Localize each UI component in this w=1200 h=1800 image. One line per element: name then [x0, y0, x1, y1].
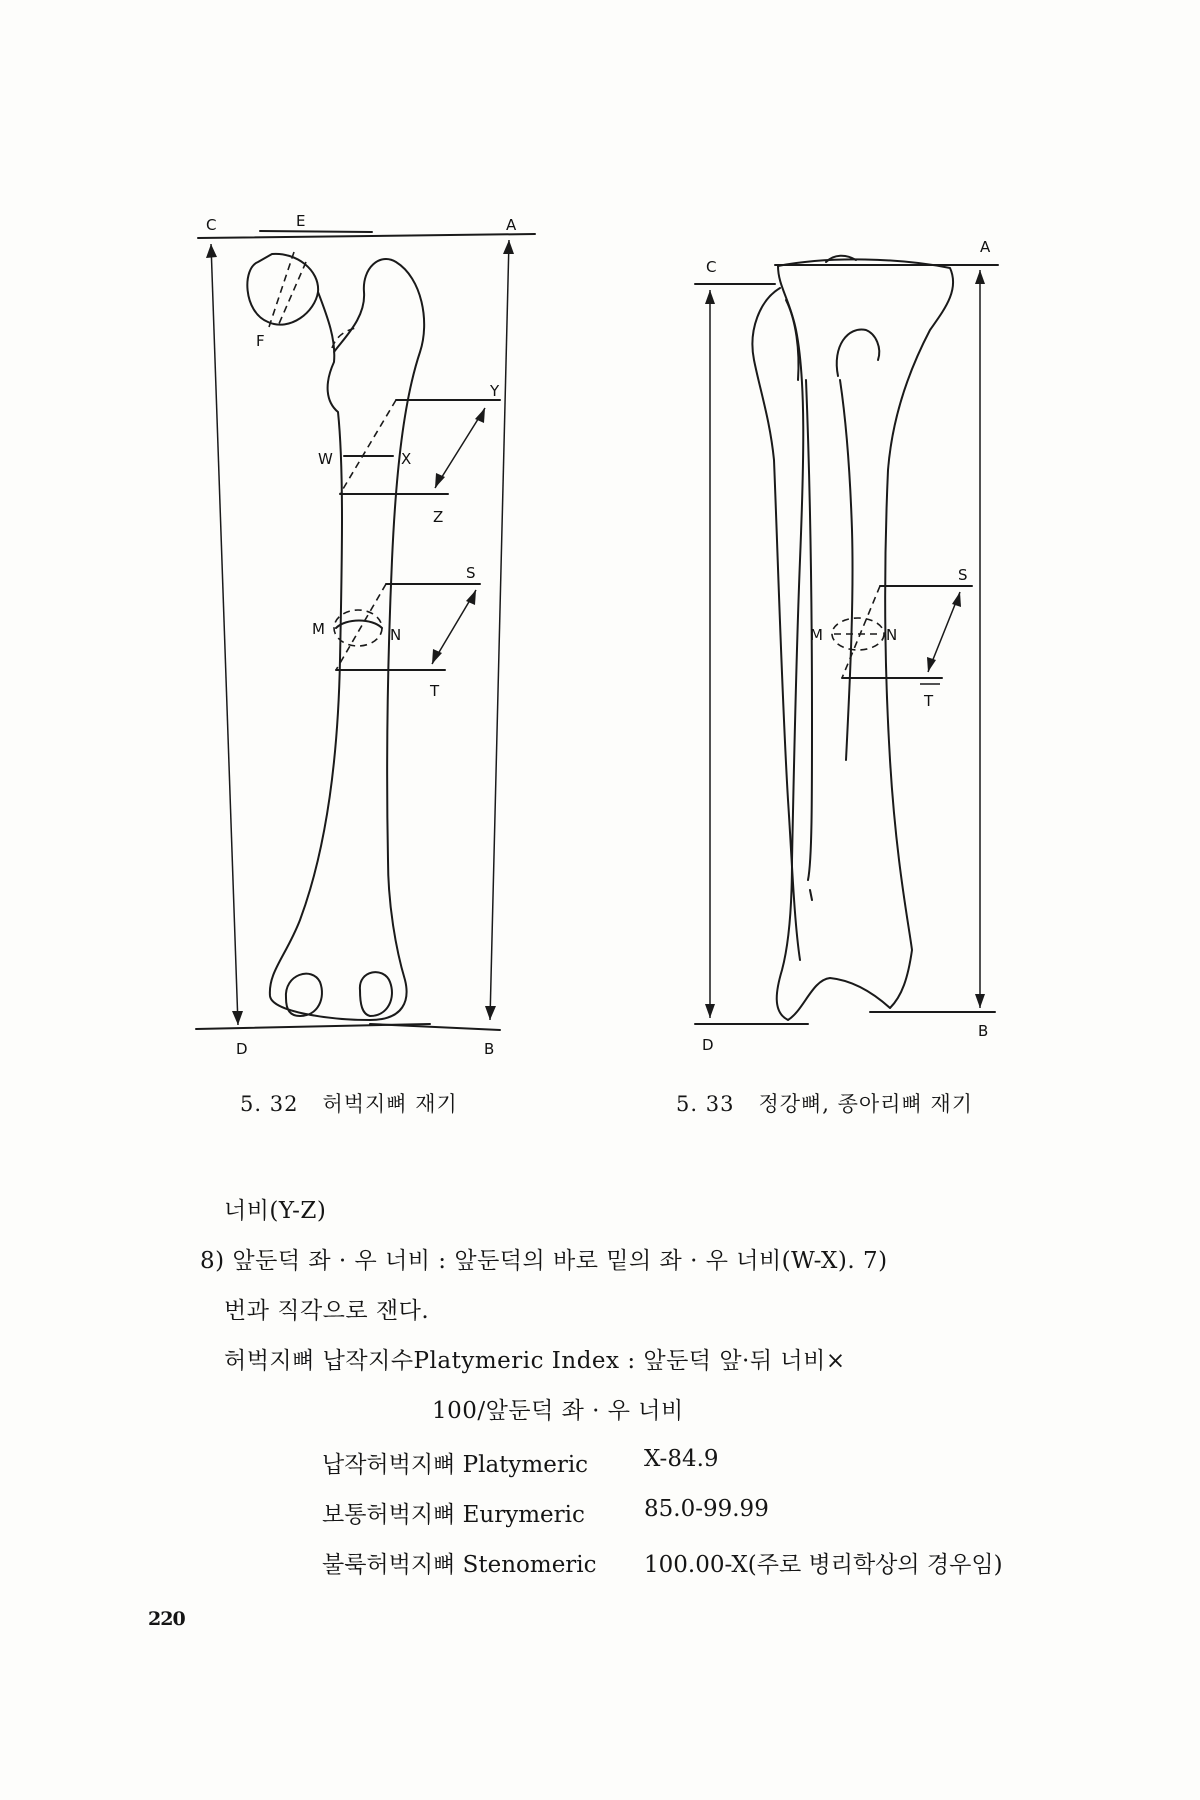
femur-label-w: W: [318, 450, 333, 468]
stenomeric-term: 불룩허벅지뼈 Stenomeric: [322, 1552, 597, 1578]
femur-label-x: X: [401, 450, 412, 468]
figure-5-32-title: 허벅지뼈 재기: [322, 1092, 458, 1116]
tibia-label-c: C: [706, 258, 717, 276]
femur-label-e: E: [296, 212, 306, 230]
tibia-label-m: M: [810, 626, 823, 644]
figure-5-32-caption: [240, 1088, 458, 1118]
body-line-4: 허벅지뼈 납작지수Platymeric Index : 앞둔덕 앞·뒤 너비×: [224, 1348, 846, 1374]
femur-label-z: Z: [433, 508, 444, 526]
femur-label-f: F: [256, 332, 265, 350]
stenomeric-range: 100.00-X(주로 병리학상의 경우임): [644, 1552, 1003, 1578]
eurymeric-range: 85.0-99.99: [644, 1496, 769, 1522]
tibia-label-t: T: [924, 692, 934, 710]
platymeric-range: X-84.9: [644, 1446, 719, 1472]
eurymeric-term: 보통허벅지뼈 Eurymeric: [322, 1502, 585, 1528]
body-line-3: 번과 직각으로 잰다.: [224, 1298, 430, 1324]
tibia-label-s: S: [958, 566, 968, 584]
femur-label-y: Y: [490, 382, 500, 400]
tibia-label-d: D: [702, 1036, 714, 1054]
page-number: 220: [148, 1608, 185, 1630]
body-line-1: 너비(Y-Z): [224, 1198, 327, 1224]
femur-label-a: A: [506, 216, 517, 234]
femur-label-d: D: [236, 1040, 248, 1058]
femur-label-n: N: [390, 626, 402, 644]
tibia-label-b: B: [978, 1022, 989, 1040]
figure-5-33-caption: [676, 1088, 973, 1118]
tibia-label-n: N: [886, 626, 898, 644]
body-line-2: 8) 앞둔덕 좌 · 우 너비 : 앞둔덕의 바로 밑의 좌 · 우 너비(W-X). 7): [200, 1248, 888, 1274]
figure-5-32-number: 5. 32: [240, 1092, 299, 1116]
femur-label-m: M: [312, 620, 325, 638]
femur-label-c: C: [206, 216, 217, 234]
figure-5-33-title: 정강뼈, 종아리뼈 재기: [758, 1092, 974, 1116]
femur-label-b: B: [484, 1040, 495, 1058]
body-line-5: 100/앞둔덕 좌 · 우 너비: [432, 1398, 684, 1424]
femur-label-s: S: [466, 564, 476, 582]
figure-5-33-number: 5. 33: [676, 1092, 735, 1116]
platymeric-term: 납작허벅지뼈 Platymeric: [322, 1452, 589, 1478]
femur-label-t: T: [430, 682, 440, 700]
tibia-label-a: A: [980, 238, 991, 256]
